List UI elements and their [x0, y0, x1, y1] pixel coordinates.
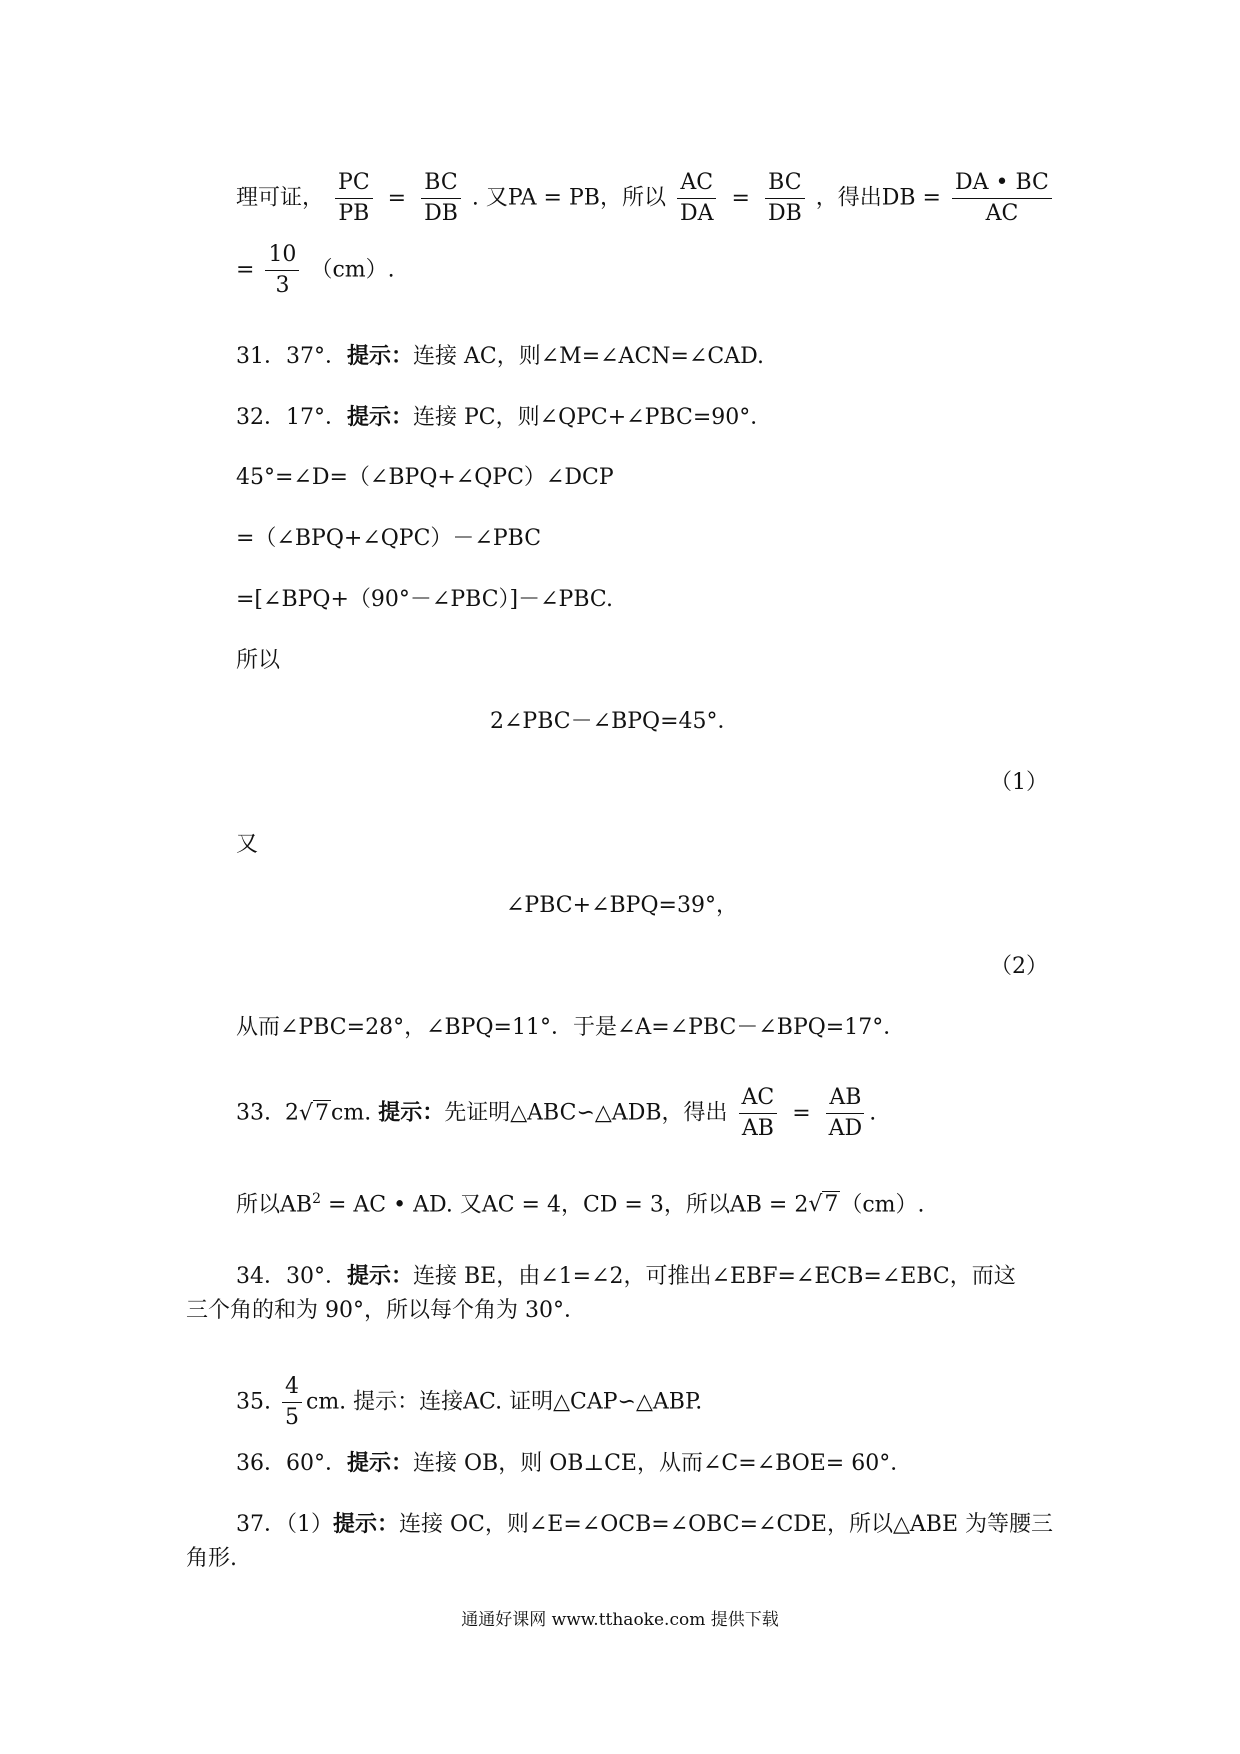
answer-36: 36．60°．提示：连接 OB，则 OB⊥CE，从而∠C=∠BOE= 60°．: [236, 1450, 913, 1476]
equals: =: [236, 257, 255, 283]
conclusion-line: 从而∠PBC=28°，∠BPQ=11°．于是∠A=∠PBC－∠BPQ=17°．: [236, 1015, 906, 1040]
text: ，得出DB =: [815, 185, 941, 211]
answer-31: 31．37°．提示：连接 AC，则∠M=∠ACN=∠CAD.: [236, 343, 764, 369]
fraction-bc-db: $\frac{BC}{DB}$: [421, 168, 461, 229]
answer-33: 33. 2√7cm. 提示：先证明△ABC∽△ADB，得出 $\frac{AC}{AB}$ = $\frac{AB}{AD}$ .: [236, 1083, 876, 1144]
equation-line: 45°=∠D=（∠BPQ+∠QPC）∠DCP: [236, 465, 614, 490]
text: （cm）.: [310, 257, 395, 283]
text-line: 所以: [236, 648, 281, 673]
page-footer: 通通好课网 www.tthaoke.com 提供下载: [461, 1610, 779, 1630]
answer-37: 37．（1）提示：连接 OC，则∠E=∠OCB=∠OBC=∠CDE，所以△ABE 为等腰三: [236, 1511, 1054, 1537]
answer-34-cont: 三个角的和为 90°，所以每个角为 30°．: [186, 1298, 586, 1323]
fraction-bc-db-2: $\frac{BC}{DB}$: [765, 168, 805, 229]
equation-1: 2∠PBC－∠BPQ=45°．: [490, 709, 740, 734]
equation-line: =[∠BPQ+（90°－∠PBC）]－∠PBC.: [236, 587, 613, 612]
answer-34: 34．30°．提示：连接 BE，由∠1=∠2，可推出∠EBF=∠ECB=∠EBC，而这: [236, 1263, 1016, 1289]
fraction-10-3: $\frac{10}{3}$: [265, 240, 299, 301]
fraction-4-5: $\frac{4}{5}$: [282, 1372, 302, 1433]
text: . 又PA = PB，所以: [471, 185, 666, 211]
fraction-pc-pb: $\frac{PC}{PB}$: [335, 168, 373, 229]
fraction-ab-ad: $\frac{AB}{AD}$: [826, 1083, 866, 1144]
fraction-da-bc-ac: $\frac{DA • BC}{AC}$: [952, 168, 1052, 229]
text-line: 又: [236, 832, 259, 857]
equals: =: [731, 185, 750, 211]
equals: =: [387, 185, 407, 211]
answer-32: 32．17°．提示：连接 PC，则∠QPC+∠PBC=90°．: [236, 404, 773, 430]
fraction-ac-da: $\frac{AC}{DA}$: [677, 168, 717, 229]
answer-33-cont: 所以$AB^2$ = AC • AD. 又AC = 4，CD = 3，所以AB = 2√7（cm）.: [236, 1184, 925, 1220]
sqrt-symbol: √7: [808, 1192, 839, 1218]
equation-2: ∠PBC+∠BPQ=39°，: [506, 893, 738, 918]
equation-tag-1: （1）: [990, 770, 1048, 795]
proof-line-2: [236, 240, 395, 301]
equation-tag-2: （2）: [990, 954, 1048, 979]
text: 理可证，: [236, 185, 325, 211]
answer-37-cont: 角形.: [186, 1546, 237, 1571]
proof-line-1: [236, 168, 1056, 229]
fraction-ac-ab: $\frac{AC}{AB}$: [739, 1083, 778, 1144]
equation-line: =（∠BPQ+∠QPC）－∠PBC: [236, 526, 542, 551]
sqrt-symbol: √7: [299, 1100, 330, 1126]
answer-35: 35. $\frac{4}{5}$ cm. 提示：连接AC. 证明△CAP∽△ABP.: [236, 1372, 702, 1433]
